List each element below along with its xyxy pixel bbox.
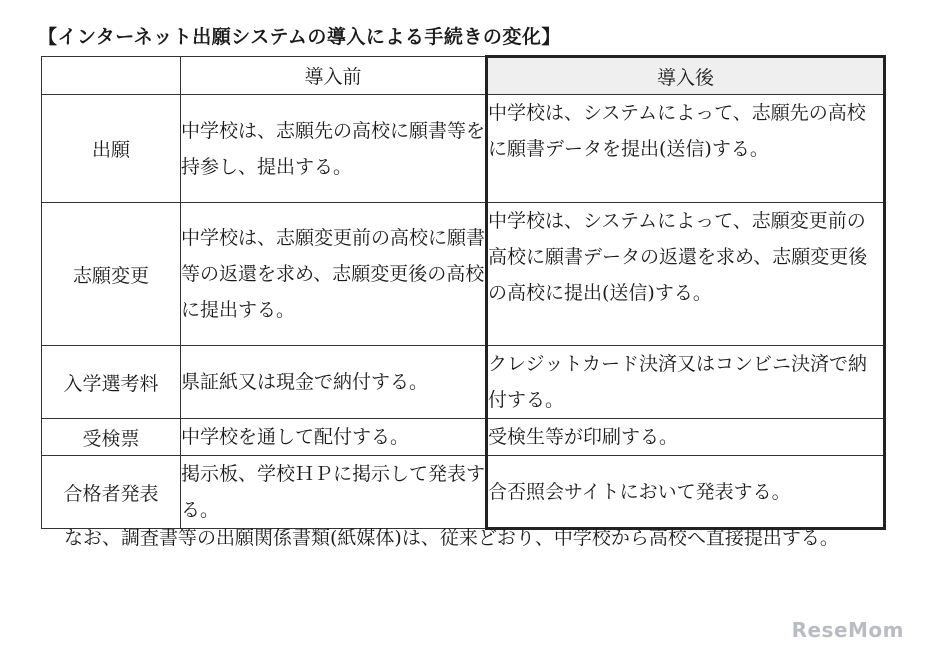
before-cell: 掲示板、学校ＨＰに掲示して発表する。 <box>181 456 487 529</box>
before-cell: 中学校は、志願先の高校に願書等を持参し、提出する。 <box>181 95 487 203</box>
after-cell: 合否照会サイトにおいて発表する。 <box>487 456 885 529</box>
resemom-logo: ReseMom <box>791 618 904 642</box>
row-label: 合格者発表 <box>42 456 181 529</box>
table-row <box>42 419 885 456</box>
header-before: 導入前 <box>181 57 487 95</box>
before-cell: 県証紙又は現金で納付する。 <box>181 346 487 419</box>
document-title: 【インターネット出願システムの導入による手続きの変化】 <box>38 26 561 48</box>
after-cell: 中学校は、システムによって、志願変更前の高校に願書データの返還を求め、志願変更後の高校に提出(送信)する。 <box>487 203 885 346</box>
after-cell: 受検生等が印刷する。 <box>487 419 885 456</box>
row-label: 志願変更 <box>42 203 181 346</box>
before-cell: 中学校は、志願変更前の高校に願書等の返還を求め、志願変更後の高校に提出する。 <box>181 203 487 346</box>
before-cell: 中学校を通して配付する。 <box>181 419 487 456</box>
table-row <box>42 456 885 529</box>
comparison-table <box>41 55 886 530</box>
header-empty-cell <box>42 57 181 95</box>
table-row <box>42 346 885 419</box>
after-cell: 中学校は、システムによって、志願先の高校に願書データを提出(送信)する。 <box>487 95 885 203</box>
after-cell: クレジットカード決済又はコンビニ決済で納付する。 <box>487 346 885 419</box>
row-label: 受検票 <box>42 419 181 456</box>
table-row <box>42 203 885 346</box>
footnote-text: なお、調査書等の出願関係書類(紙媒体)は、従来どおり、中学校から高校へ直接提出する。 <box>64 527 839 549</box>
table-row <box>42 95 885 203</box>
table-header-row <box>42 57 885 95</box>
header-after: 導入後 <box>487 57 885 95</box>
row-label: 入学選考料 <box>42 346 181 419</box>
row-label: 出願 <box>42 95 181 203</box>
